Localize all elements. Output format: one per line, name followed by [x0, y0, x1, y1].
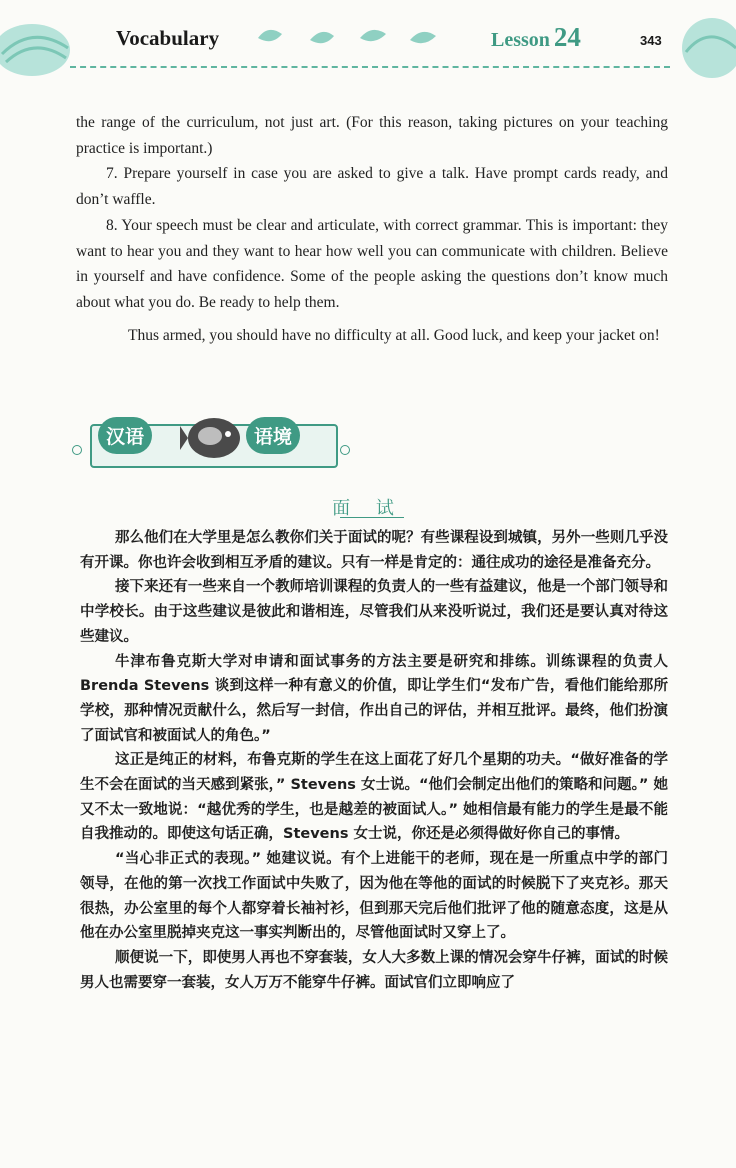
chinese-text — [80, 526, 668, 995]
section-title: Vocabulary — [116, 26, 220, 50]
header-divider — [70, 66, 670, 68]
chinese-context-banner — [70, 408, 352, 474]
closing-paragraph: Thus armed, you should have no difficulty at all. Good luck, and keep your jacket on! — [128, 326, 660, 344]
fish-icon — [180, 408, 248, 466]
cn-paragraph-1: 那么他们在大学里是怎么教你们关于面试的呢？有些课程设到城镇，另外一些则几乎没有开课。你也许会收到相互矛盾的建议。只有一样是肯定的：通往成功的途径是准备充分。 — [80, 530, 668, 571]
title-underline — [340, 517, 404, 518]
lesson-label — [491, 22, 581, 53]
cn-paragraph-3: 牛津布鲁克斯大学对申请和面试事务的方法主要是研究和排练。训练课程的负责人 Brenda Stevens 谈到这样一种有意义的价值，即让学生们“发布广告，看他们能给那所学校，那种情况贡献什么，然后写一封信，作出自己的评估，并相互批评。最终，他们扮演了面试官和被面试人的角色。” — [80, 653, 668, 744]
english-text — [76, 110, 668, 348]
page-number: 343 — [640, 33, 662, 48]
tip-7: 7. Prepare yourself in case you are asked to give a talk. Have prompt cards ready, and don’t waffle. — [76, 165, 668, 209]
paragraph-continuation: the range of the curriculum, not just art. (For this reason, taking pictures on your teaching practice is important.) — [76, 114, 668, 157]
chinese-title: 面 试 — [332, 498, 404, 519]
cn-paragraph-5: “当心非正式的表现。” 她建议说。有个上进能干的老师，现在是一所重点中学的部门领导，在他的第一次找工作面试中失败了，因为他在等他的面试的时候脱下了夹克衫。那天很热，办公室里的每个人都穿着长袖衬衫，但到那天完后他们批评了他的随意态度，这是从他在办公室里脱掉夹克这一事实判断出的，尽管他面试时又穿上了。 — [80, 851, 668, 942]
cn-paragraph-4: 这正是纯正的材料，布鲁克斯的学生在这上面花了好几个星期的功夫。“做好准备的学生不会在面试的当天感到紧张，” Stevens 女士说。“他们会制定出他们的策略和问题。” 她又不太一致地说：“越优秀的学生，也是越差的被面试人。” 她相信最有能力的学生是最不能自我推动的。即使这句话正确，Stevens 女士说，你还是必须得做好你自己的事情。 — [80, 752, 668, 843]
lesson-word: Lesson — [491, 29, 550, 51]
page-header — [0, 0, 736, 80]
cn-paragraph-2: 接下来还有一些来自一个教师培训课程的负责人的一些有益建议，他是一个部门领导和中学校长。由于这些建议是彼此和谐相连，尽管我们从来没听说过，我们还是要认真对待这些建议。 — [80, 579, 668, 645]
banner-label-right: 语境 — [246, 417, 300, 454]
fish-decoration-right-icon — [672, 8, 736, 82]
banner-dot-left — [72, 445, 82, 455]
banner-label-left: 汉语 — [98, 417, 152, 454]
lesson-number: 24 — [553, 22, 581, 52]
tip-8: 8. Your speech must be clear and articulate, with correct grammar. This is important: they want to hear you and they want to hear how well you can communicate with children. Believe in yourself and have confidence. Some of the people asking the questions don’t know much about what you do. Be ready to help them. — [76, 216, 668, 311]
banner-dot-right — [340, 445, 350, 455]
shell-decoration-icon — [0, 14, 78, 80]
cn-paragraph-6: 顺便说一下，即使男人再也不穿套装，女人大多数上课的情况会穿牛仔裤，面试的时候男人也需要穿一套装，女人万万不能穿牛仔裤。面试官们立即响应了 — [80, 949, 668, 991]
fish-decoration-icon — [252, 20, 452, 50]
